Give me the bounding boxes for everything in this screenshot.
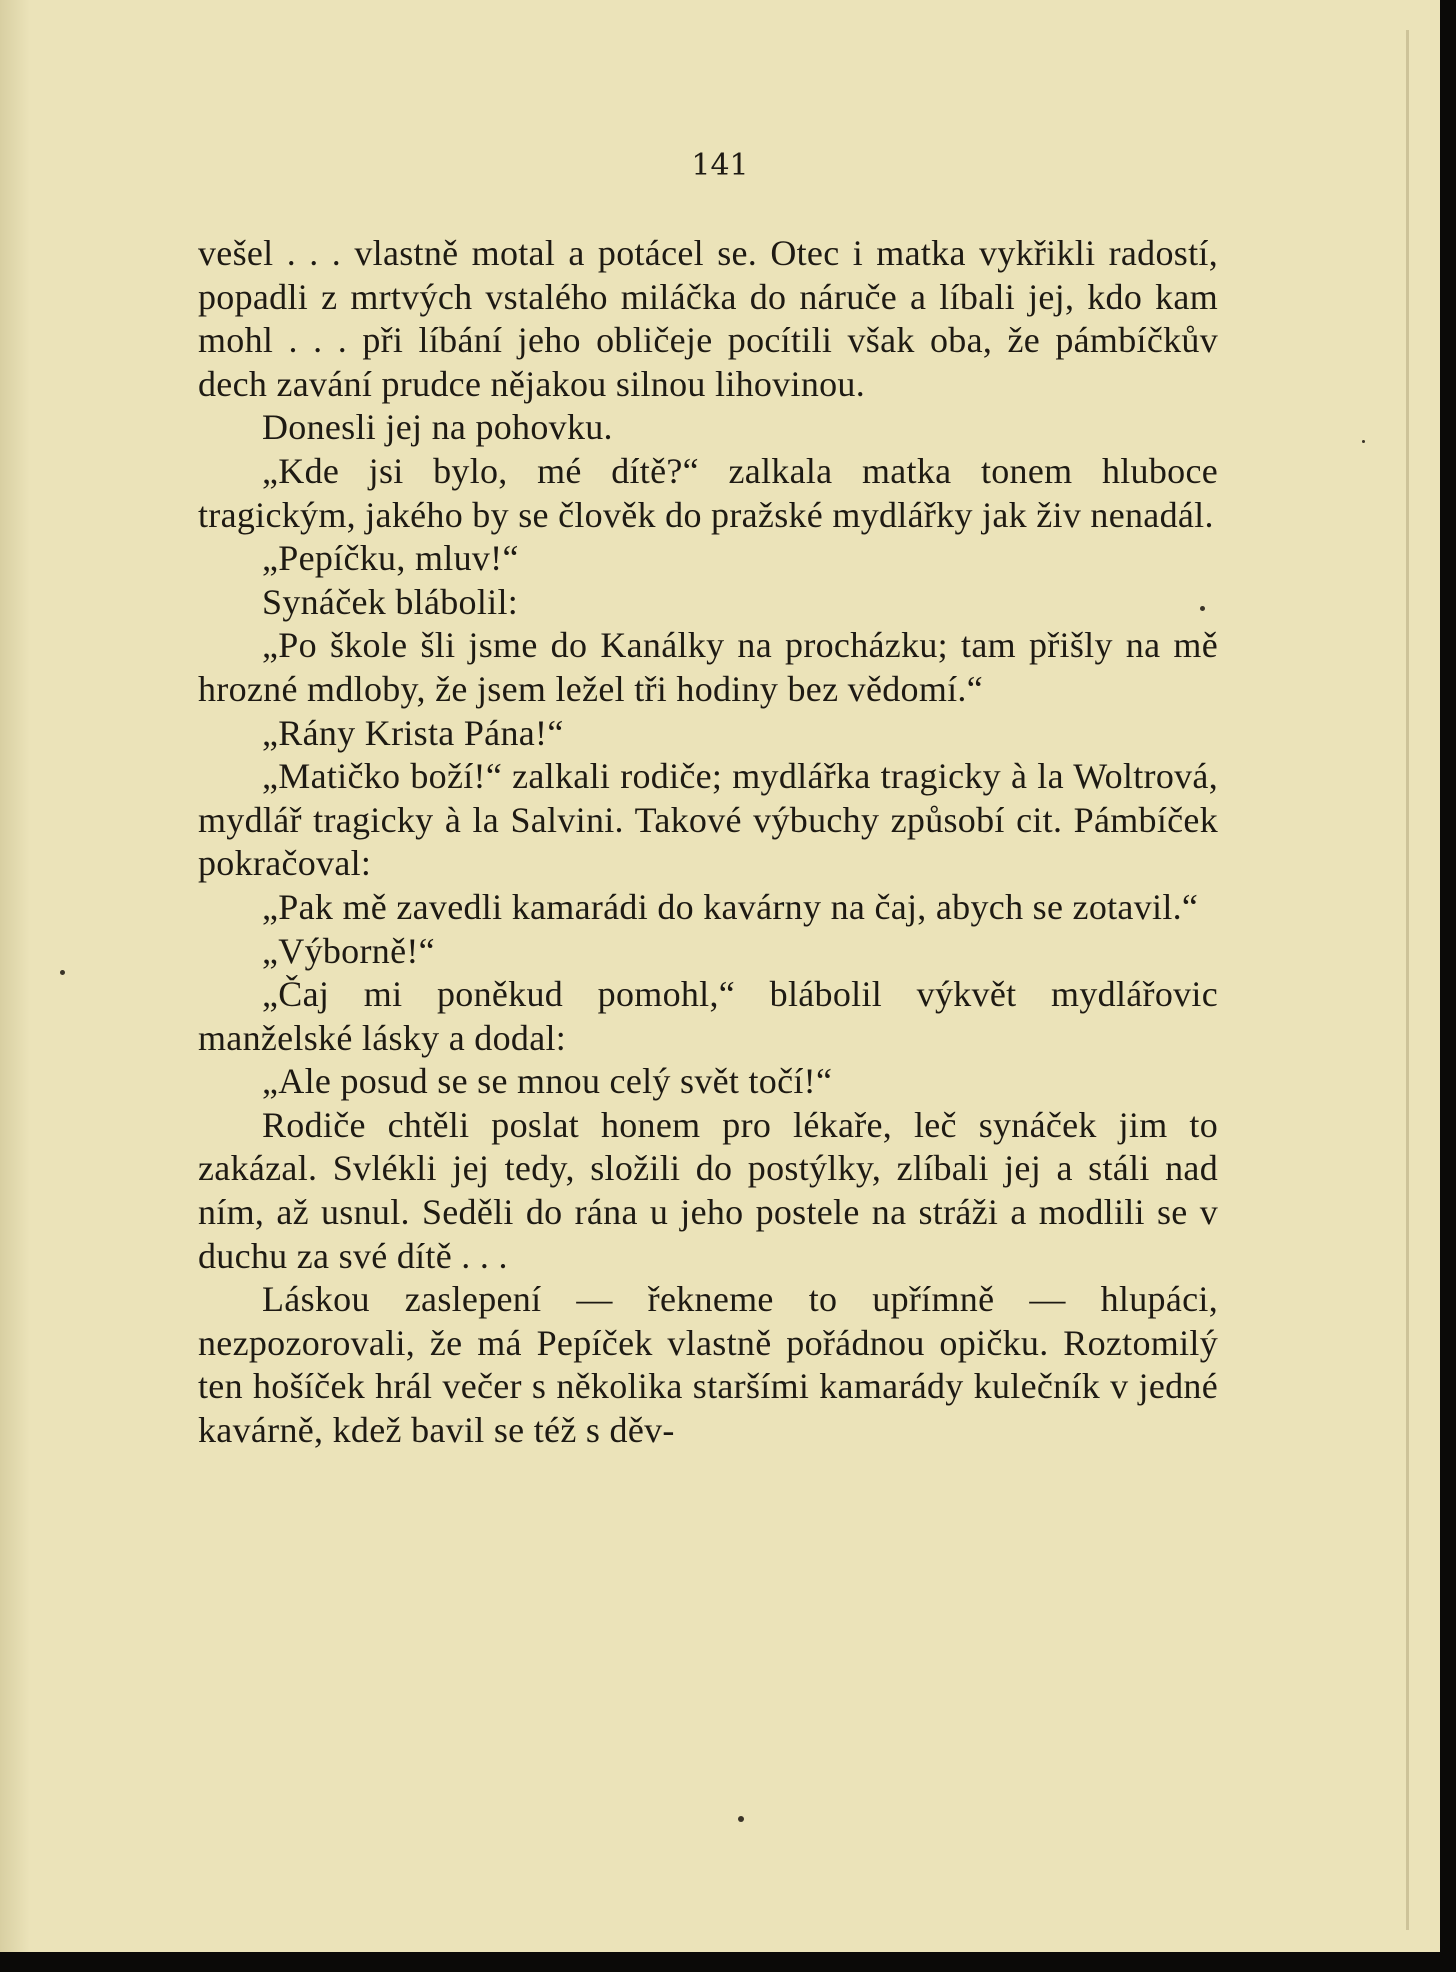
paragraph: „Pepíčku, mluv!“: [262, 538, 519, 579]
paragraph: Synáček blábolil:: [262, 581, 519, 622]
paragraph: „Kde jsi bylo, mé dítě?“ zalkala matka tonem hluboce tragickým, jakého by se člověk do pražské mydlářky jak živ nenadál.: [198, 450, 1218, 535]
paragraph: „Rány Krista Pána!“: [262, 712, 564, 753]
paper-speck: [60, 970, 65, 975]
scan-border-right: [1440, 0, 1456, 1972]
paper-speck: [1200, 606, 1205, 611]
scan-border-bottom: [0, 1952, 1456, 1972]
paragraph: Donesli jej na pohovku.: [262, 407, 613, 448]
paragraph: „Výborně!“: [262, 930, 435, 971]
paragraph: „Pak mě zavedli kamarádi do kavárny na čaj, abych se zotavil.“: [262, 886, 1199, 927]
paper-speck: [738, 1816, 744, 1822]
paragraph: Láskou zaslepení — řekneme to upřímně — hlupáci, nezpozorovali, že má Pepíček vlastně pořádnou opičku. Roztomilý ten hošíček hrál večer s několika staršími kamarády kulečník v jedné kavárně, kdež bavil se též s děv-: [198, 1279, 1218, 1451]
page-number: 141: [691, 148, 749, 183]
paragraph: „Po škole šli jsme do Kanálky na procházku; tam přišly na mě hrozné mdloby, že jsem ležel tři hodiny bez vědomí.“: [198, 625, 1218, 709]
paragraph: Rodiče chtěli poslat honem pro lékaře, leč synáček jim to zakázal. Svlékli jej tedy, složili do postýlky, zlíbali jej a stáli nad ním, až usnul. Seděli do rána u jeho postele na stráži a modlili se v duchu za své dítě . . .: [198, 1104, 1218, 1276]
page-edge-line: [1406, 30, 1409, 1930]
page-left-shadow: [0, 0, 30, 1952]
paragraph: „Ale posud se se mnou celý svět točí!“: [262, 1061, 833, 1102]
body-text: [198, 232, 1218, 1453]
paragraph: vešel . . . vlastně motal a potácel se. Otec i matka vykřikli radostí, popadli z mrtvých vstalého miláčka do náruče a líbali jej, kdo kam mohl . . . při líbání jeho obličeje pocítili však oba, že pámbíčkův dech zavání prudce nějakou silnou lihovinou.: [198, 233, 1218, 404]
paragraph: „Čaj mi poněkud pomohl,“ blábolil výkvět mydlářovic manželské lásky a dodal:: [198, 974, 1218, 1058]
paper-speck: [1362, 440, 1365, 443]
paragraph: „Matičko boží!“ zalkali rodiče; mydlářka tragicky à la Woltrová, mydlář tragicky à la Salvini. Takové výbuchy způsobí cit. Pámbíček pokračoval:: [198, 756, 1218, 884]
